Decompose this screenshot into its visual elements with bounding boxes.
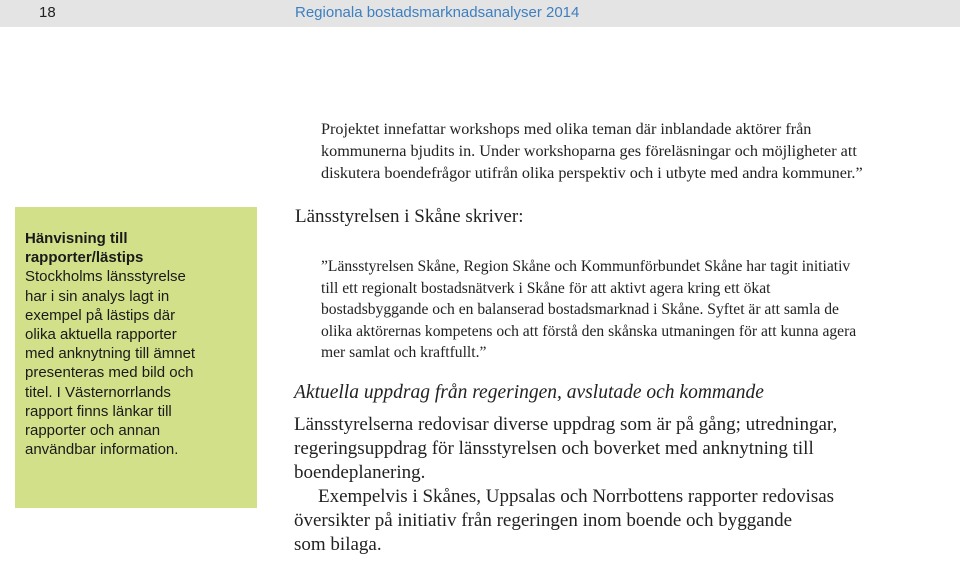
quote-line: ”Länsstyrelsen Skåne, Region Skåne och Kommunförbundet Skåne har tagit initiativ xyxy=(321,258,851,275)
sidebar-heading-line: Hänvisning till xyxy=(25,230,128,247)
body-line: som bilaga. xyxy=(294,534,382,555)
sidebar-content xyxy=(25,229,195,459)
sidebar-line: rapporter och annan xyxy=(25,422,161,440)
body-line: boendeplanering. xyxy=(294,462,426,483)
sidebar-box xyxy=(15,207,257,508)
quote-paragraph xyxy=(321,256,951,364)
page-number: 18 xyxy=(39,4,56,21)
body-line: Exempelvis i Skånes, Uppsalas och Norrbottens rapporter redovisas xyxy=(318,486,835,507)
sidebar-line: presenteras med bild och xyxy=(25,364,194,382)
intro-line: diskutera boendefrågor utifrån olika perspektiv och i utbyte med andra kommuner.” xyxy=(321,164,863,182)
quote-line: mer samlat och kraftfullt.” xyxy=(321,344,487,361)
body-line: regeringsuppdrag för länsstyrelsen och boverket med anknytning till xyxy=(294,438,814,459)
quote-line: olika aktörernas kompetens och att förstå den skånska utmaningen för att kunna agera xyxy=(321,322,857,340)
sidebar-heading-line: rapporter/lästips xyxy=(25,249,144,267)
running-title: Regionala bostadsmarknadsanalyser 2014 xyxy=(295,4,580,21)
sidebar-line: titel. I Västernorrlands xyxy=(25,383,171,401)
sidebar-line: Stockholms länsstyrelse xyxy=(25,268,186,286)
intro-line: Projektet innefattar workshops med olika teman där inblandade aktörer från xyxy=(321,120,812,138)
body-line: Länsstyrelserna redovisar diverse uppdrag som är på gång; utredningar, xyxy=(294,414,838,435)
sidebar-line: har i sin analys lagt in xyxy=(25,287,170,305)
sidebar-line: rapport finns länkar till xyxy=(25,402,172,420)
sidebar-line: användbar information. xyxy=(25,441,179,459)
subsection-heading: Aktuella uppdrag från regeringen, avslutade och kommande xyxy=(294,382,764,403)
quote-line: bostadsbyggande och en balanserad bostadsmarknad i Skåne. Syftet är att samla de xyxy=(321,301,839,318)
sidebar-line: med anknytning till ämnet xyxy=(25,345,196,363)
page-header xyxy=(0,0,960,27)
sidebar-line: exempel på lästips där xyxy=(25,306,176,324)
body-line: översikter på initiativ från regeringen inom boende och byggande xyxy=(294,510,793,531)
section-heading: Länsstyrelsen i Skåne skriver: xyxy=(295,206,524,227)
quote-line: till ett regionalt bostadsnätverk i Skåne för att aktivt agera kring ett ökat xyxy=(321,279,771,297)
sidebar-line: olika aktuella rapporter xyxy=(25,326,177,344)
intro-paragraph xyxy=(321,118,941,184)
body-text xyxy=(294,413,954,557)
intro-line: kommunerna bjudits in. Under workshoparna ges föreläsningar och möjligheter att xyxy=(321,142,857,160)
